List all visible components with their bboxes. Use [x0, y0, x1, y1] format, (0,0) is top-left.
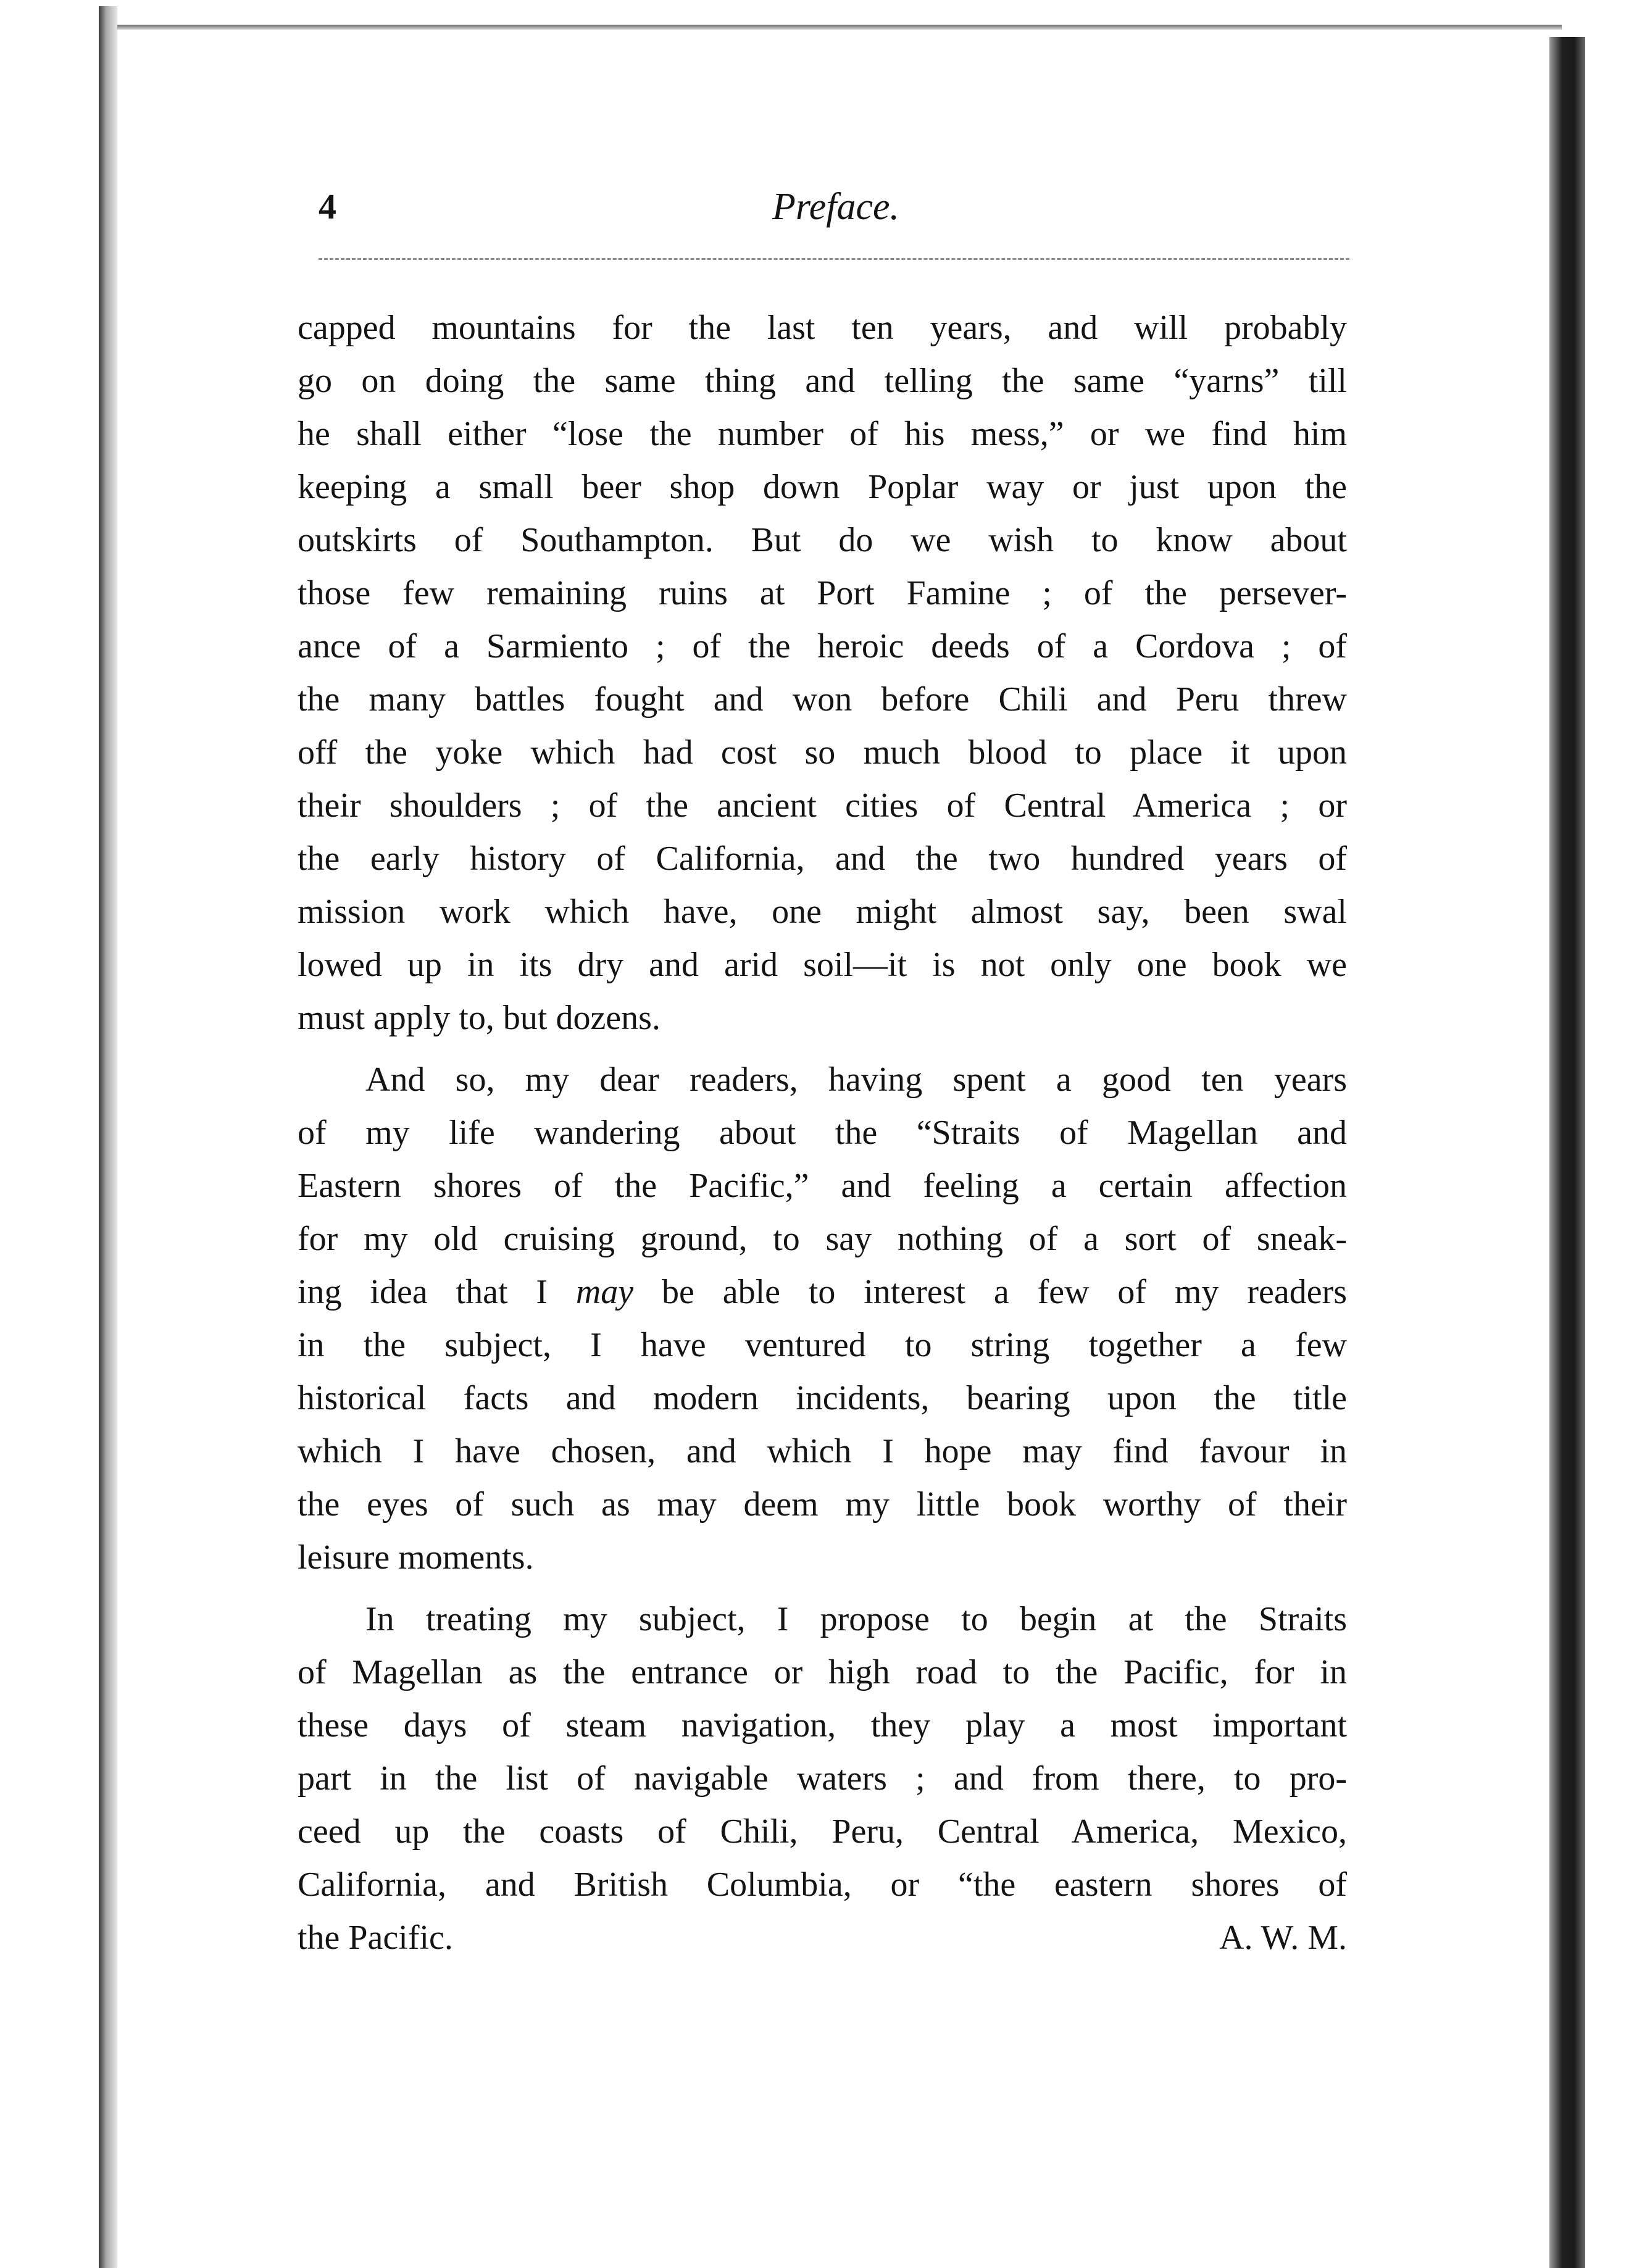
text-line: the early history of California, and the two hundred years of — [298, 840, 1347, 878]
running-head: Preface. — [772, 186, 899, 228]
text-line: outskirts of Southampton. But do we wish to know about — [298, 521, 1347, 559]
text-line: go on doing the same thing and telling the same “yarns” till — [298, 362, 1347, 400]
text-line: the eyes of such as may deem my little book worthy of their — [298, 1485, 1347, 1524]
text-run: ing idea that I — [298, 1273, 576, 1311]
paragraph-1 — [298, 301, 1347, 1044]
text-line: And so, my dear readers, having spent a good ten years — [365, 1061, 1347, 1099]
text-line: of my life wandering about the “Straits of Magellan and — [298, 1114, 1347, 1152]
paragraph-2 — [298, 1053, 1347, 1584]
text-line: part in the list of navigable waters ; and from there, to pro- — [298, 1759, 1347, 1798]
text-line: of Magellan as the entrance or high road to the Pacific, for in — [298, 1653, 1347, 1691]
scan-margin-left — [0, 0, 99, 2268]
text-line: those few remaining ruins at Port Famine ; of the persever- — [298, 574, 1347, 612]
body-text — [298, 301, 1347, 1964]
text-line: in the subject, I have ventured to string together a few — [298, 1326, 1347, 1364]
text-line: for my old cruising ground, to say nothing of a sort of sneak- — [298, 1220, 1347, 1258]
text-line: historical facts and modern incidents, bearing upon the title — [298, 1379, 1347, 1417]
italic-emphasis: may — [575, 1273, 634, 1311]
paragraph-3 — [298, 1593, 1347, 1964]
text-line: he shall either “lose the number of his mess,” or we find him — [298, 415, 1347, 453]
final-text: the Pacific. — [298, 1919, 453, 1957]
text-line: Eastern shores of the Pacific,” and feeling a certain affection — [298, 1167, 1347, 1205]
page-gutter-shadow-right — [1549, 37, 1585, 2268]
text-line: leisure moments. — [298, 1538, 534, 1577]
text-line-with-italic — [298, 1265, 1347, 1319]
text-line: must apply to, but dozens. — [298, 999, 661, 1037]
page-top-edge — [117, 25, 1562, 30]
text-line: the many battles fought and won before Chili and Peru threw — [298, 680, 1347, 719]
text-line: ceed up the coasts of Chili, Peru, Central America, Mexico, — [298, 1812, 1347, 1851]
text-line: California, and British Columbia, or “the eastern shores of — [298, 1866, 1347, 1904]
page-header — [319, 179, 1349, 235]
text-line: lowed up in its dry and arid soil—it is not only one book we — [298, 946, 1347, 984]
header-rule — [319, 258, 1349, 260]
text-line: keeping a small beer shop down Poplar way or just upon the — [298, 468, 1347, 506]
paragraph-gap — [298, 1044, 1347, 1053]
text-line: mission work which have, one might almost say, been swal — [298, 893, 1347, 931]
text-run: be able to interest a few of my readers — [633, 1273, 1347, 1311]
text-line: In treating my subject, I propose to begin at the Straits — [365, 1600, 1347, 1638]
text-line: which I have chosen, and which I hope may find favour in — [298, 1432, 1347, 1470]
text-line: capped mountains for the last ten years, and will probably — [298, 309, 1347, 347]
author-initials: A. W. M. — [1219, 1919, 1347, 1957]
text-line: these days of steam navigation, they play a most important — [298, 1706, 1347, 1745]
text-line: ance of a Sarmiento ; of the heroic deeds of a Cordova ; of — [298, 627, 1347, 665]
paragraph-gap — [298, 1584, 1347, 1593]
page-number: 4 — [319, 186, 336, 227]
page-edge-shadow-left — [99, 6, 117, 2268]
scan-margin-right — [1585, 0, 1642, 2268]
signoff-line — [298, 1911, 1347, 1964]
text-line: their shoulders ; of the ancient cities of Central America ; or — [298, 786, 1347, 825]
text-line: off the yoke which had cost so much blood to place it upon — [298, 733, 1347, 772]
